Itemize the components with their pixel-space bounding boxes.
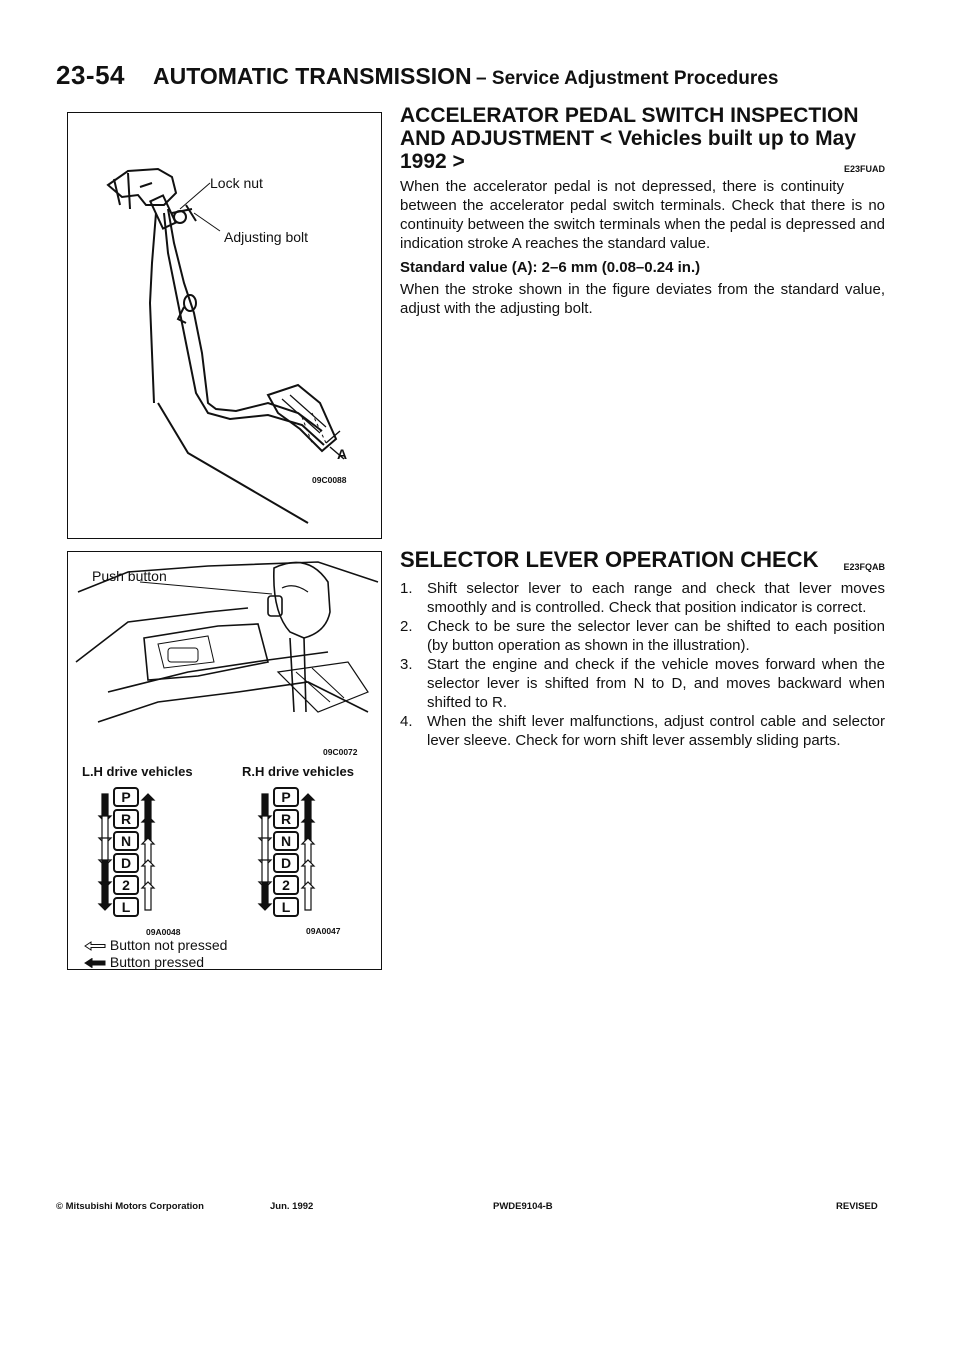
- legend-pressed-text: Button pressed: [109, 954, 205, 970]
- step-number: 1.: [400, 580, 413, 597]
- section1-heading-text: ACCELERATOR PEDAL SWITCH INSPECTION AND ADJUSTMENT < Vehicles built up to May 1992 >: [400, 104, 859, 173]
- gear-position-label: N: [280, 833, 292, 849]
- step-text: Shift selector lever to each range and check that lever moves smoothly and is controlled. Check that position indicator is correct.: [427, 580, 885, 616]
- step-item: [400, 712, 885, 750]
- lock-nut-label: Lock nut: [210, 175, 263, 191]
- gear-position-label: D: [120, 855, 132, 871]
- page-header: [56, 60, 778, 91]
- gear-position-box: [274, 898, 298, 916]
- subsection-title: – Service Adjustment Procedures: [476, 68, 779, 89]
- gear-position-box: [274, 876, 298, 894]
- gear-position-label: L: [281, 899, 291, 915]
- page-number: 23-54: [56, 60, 125, 90]
- accelerator-section: [400, 104, 885, 318]
- gear-position-label: L: [121, 899, 131, 915]
- gear-position-label: R: [280, 811, 292, 827]
- footer-status: REVISED: [836, 1201, 878, 1212]
- gear-position-box: [114, 898, 138, 916]
- steps-list: [400, 579, 885, 750]
- hollow-arrow-icon: [302, 882, 314, 910]
- section2-heading: [400, 548, 885, 571]
- gear-position-box: [274, 788, 298, 806]
- step-number: 3.: [400, 656, 413, 673]
- hollow-arrow-icon: [84, 941, 106, 951]
- selector-section: [400, 548, 885, 750]
- hollow-arrow-icon: [142, 882, 154, 910]
- legend: [84, 937, 227, 971]
- figure1-code: 09C0088: [312, 475, 347, 485]
- step-item: [400, 655, 885, 712]
- step-text: When the shift lever malfunctions, adjust control cable and selector lever sleeve. Check for worn shift lever assembly sliding parts.: [427, 713, 885, 749]
- legend-not-pressed: [84, 937, 227, 954]
- gear-position-box: [274, 810, 298, 828]
- section-title: AUTOMATIC TRANSMISSION: [153, 63, 472, 89]
- rh-pattern-code: 09A0047: [306, 926, 341, 936]
- rh-shift-pattern: [259, 788, 314, 916]
- legend-not-pressed-text: Button not pressed: [109, 937, 228, 953]
- footer-doc-code: PWDE9104-B: [493, 1201, 553, 1212]
- step-item: [400, 579, 885, 617]
- lh-drive-title: L.H drive vehicles: [82, 764, 193, 779]
- section1-heading: [400, 104, 885, 173]
- step-text: Check to be sure the selector lever can be shifted to each position (by button operation as shown in the illustration).: [427, 618, 885, 654]
- gear-position-label: R: [120, 811, 132, 827]
- accelerator-pedal-figure: [67, 112, 382, 539]
- solid-arrow-icon: [99, 882, 111, 910]
- gear-position-label: P: [121, 789, 131, 805]
- gear-position-label: D: [280, 855, 292, 871]
- figure2-code-top: 09C0072: [323, 747, 358, 757]
- gear-position-box: [114, 854, 138, 872]
- step-number: 4.: [400, 713, 413, 730]
- section2-heading-text: SELECTOR LEVER OPERATION CHECK: [400, 547, 819, 572]
- section1-para1: When the accelerator pedal is not depressed, there is continuity between the accelerator pedal switch terminals. Check that there is no continuity between the switch terminals when the pedal is depressed and indication stroke A reaches the standard value.: [400, 178, 885, 252]
- section1-code: E23FUAD: [843, 164, 885, 174]
- adjusting-bolt-label: Adjusting bolt: [224, 229, 309, 245]
- legend-pressed: [84, 954, 227, 971]
- gear-position-box: [114, 876, 138, 894]
- lh-shift-pattern: [99, 788, 154, 916]
- shift-pattern-diagrams: [68, 784, 381, 924]
- step-item: [400, 617, 885, 655]
- solid-arrow-icon: [84, 958, 106, 968]
- footer-date: Jun. 1992: [270, 1201, 314, 1212]
- step-number: 2.: [400, 618, 413, 635]
- gear-position-label: N: [120, 833, 132, 849]
- gear-position-label: P: [281, 789, 291, 805]
- selector-lever-figure: [67, 551, 382, 970]
- gear-position-box: [274, 832, 298, 850]
- gear-position-box: [274, 854, 298, 872]
- footer-copyright: © Mitsubishi Motors Corporation: [56, 1201, 204, 1212]
- gear-position-label: 2: [282, 877, 290, 893]
- step-text: Start the engine and check if the vehicle moves forward when the selector lever is shifted from N to D, and moves backward when shifted to R.: [427, 656, 885, 711]
- stroke-a-label: A: [337, 446, 348, 462]
- gear-position-box: [114, 788, 138, 806]
- standard-value: Standard value (A): 2–6 mm (0.08–0.24 in.): [400, 259, 701, 276]
- gear-position-box: [114, 832, 138, 850]
- lh-pattern-code: 09A0048: [146, 927, 181, 937]
- gear-position-label: 2: [122, 877, 130, 893]
- section1-para2: When the stroke shown in the figure deviates from the standard value, adjust with the adjusting bolt.: [400, 281, 885, 317]
- section2-code: E23FQAB: [843, 562, 885, 572]
- rh-drive-title: R.H drive vehicles: [242, 764, 354, 779]
- push-button-label: Push button: [92, 568, 167, 584]
- gear-position-box: [114, 810, 138, 828]
- solid-arrow-icon: [259, 882, 271, 910]
